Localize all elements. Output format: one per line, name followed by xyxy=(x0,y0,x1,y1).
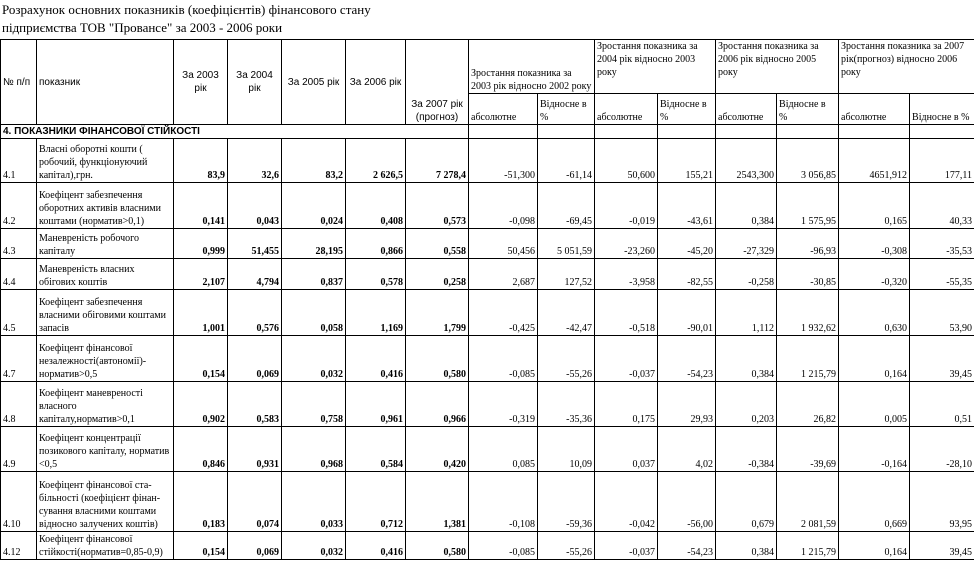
year-value: 0,154 xyxy=(174,336,228,382)
table-row xyxy=(1,259,974,290)
year-value: 0,580 xyxy=(406,532,469,560)
row-number: 4.9 xyxy=(1,427,37,472)
growth-absolute: -0,384 xyxy=(716,427,777,472)
growth-absolute: 0,165 xyxy=(839,183,910,229)
growth-absolute: 0,679 xyxy=(716,472,777,532)
indicator-name: Коефіцент забезпечення власними обіговими коштами запасів xyxy=(37,290,174,336)
indicator-name: Коефіцент концентрації позикового капіталу, норматив <0,5 xyxy=(37,427,174,472)
growth-relative: -39,69 xyxy=(777,427,839,472)
growth-absolute: -0,518 xyxy=(595,290,658,336)
growth-relative: 10,09 xyxy=(538,427,595,472)
header-2003: За 2003 рік xyxy=(174,40,228,125)
growth-absolute: -0,319 xyxy=(469,382,538,427)
year-value: 0,558 xyxy=(406,229,469,259)
growth-relative: 40,33 xyxy=(910,183,974,229)
growth-relative: 177,11 xyxy=(910,139,974,183)
growth-absolute: 0,164 xyxy=(839,532,910,560)
growth-relative: -43,61 xyxy=(658,183,716,229)
growth-relative: -82,55 xyxy=(658,259,716,290)
growth-absolute: 1,112 xyxy=(716,290,777,336)
header-2007 xyxy=(406,40,469,125)
year-value: 0,573 xyxy=(406,183,469,229)
growth-relative: -59,36 xyxy=(538,472,595,532)
row-number: 4.4 xyxy=(1,259,37,290)
year-value: 0,416 xyxy=(346,336,406,382)
header-growth-2004: Зростання показника за 2004 рік відносно 2003 року xyxy=(595,40,716,94)
growth-relative: 39,45 xyxy=(910,336,974,382)
header-abs-1: абсолютне xyxy=(469,94,538,125)
header-abs-2: абсолютне xyxy=(595,94,658,125)
growth-absolute: 0,384 xyxy=(716,336,777,382)
growth-relative: -69,45 xyxy=(538,183,595,229)
header-growth-2006: Зростання показника за 2006 рік відносно 2005 року xyxy=(716,40,839,94)
growth-relative: 1 932,62 xyxy=(777,290,839,336)
growth-relative: -30,85 xyxy=(777,259,839,290)
year-value: 32,6 xyxy=(228,139,282,183)
header-abs-4: абсолютне xyxy=(839,94,910,125)
indicator-name: Коефіцент фінансової ста-більності (коефіцієнт фінан-сування власними коштами відносно залучених коштів) xyxy=(37,472,174,532)
row-number: 4.5 xyxy=(1,290,37,336)
growth-absolute: -0,425 xyxy=(469,290,538,336)
growth-relative: -55,26 xyxy=(538,532,595,560)
growth-absolute: -0,258 xyxy=(716,259,777,290)
growth-relative: -55,35 xyxy=(910,259,974,290)
year-value: 0,846 xyxy=(174,427,228,472)
year-value: 0,043 xyxy=(228,183,282,229)
growth-absolute: -23,260 xyxy=(595,229,658,259)
growth-absolute: -3,958 xyxy=(595,259,658,290)
growth-absolute: 0,085 xyxy=(469,427,538,472)
indicator-name: Маневреність власних обігових коштів xyxy=(37,259,174,290)
growth-relative: -54,23 xyxy=(658,336,716,382)
row-number: 4.12 xyxy=(1,532,37,560)
header-2007-line1: За 2007 рік xyxy=(411,99,463,110)
growth-relative: -56,00 xyxy=(658,472,716,532)
growth-absolute: -0,164 xyxy=(839,427,910,472)
header-2005: За 2005 рік xyxy=(282,40,346,125)
year-value: 0,583 xyxy=(228,382,282,427)
growth-relative: 93,95 xyxy=(910,472,974,532)
growth-absolute: 0,037 xyxy=(595,427,658,472)
growth-absolute: -0,085 xyxy=(469,336,538,382)
growth-relative: -42,47 xyxy=(538,290,595,336)
growth-absolute: 0,384 xyxy=(716,532,777,560)
year-value: 0,961 xyxy=(346,382,406,427)
header-indicator: показник xyxy=(37,40,174,125)
year-value: 28,195 xyxy=(282,229,346,259)
growth-relative: -45,20 xyxy=(658,229,716,259)
growth-absolute: 0,005 xyxy=(839,382,910,427)
row-number: 4.10 xyxy=(1,472,37,532)
year-value: 83,2 xyxy=(282,139,346,183)
growth-absolute: 50,456 xyxy=(469,229,538,259)
growth-absolute: 4651,912 xyxy=(839,139,910,183)
header-2006: За 2006 рік xyxy=(346,40,406,125)
growth-relative: 26,82 xyxy=(777,382,839,427)
header-rel-4: Відносне в % xyxy=(910,94,974,125)
growth-relative: -54,23 xyxy=(658,532,716,560)
growth-relative: 1 215,79 xyxy=(777,336,839,382)
row-number: 4.8 xyxy=(1,382,37,427)
table-row xyxy=(1,472,974,532)
year-value: 0,966 xyxy=(406,382,469,427)
growth-relative: -96,93 xyxy=(777,229,839,259)
growth-relative: -35,36 xyxy=(538,382,595,427)
growth-absolute: 0,669 xyxy=(839,472,910,532)
growth-absolute: 0,384 xyxy=(716,183,777,229)
growth-relative: 5 051,59 xyxy=(538,229,595,259)
growth-absolute: -27,329 xyxy=(716,229,777,259)
growth-relative: -35,53 xyxy=(910,229,974,259)
year-value: 0,141 xyxy=(174,183,228,229)
year-value: 1,799 xyxy=(406,290,469,336)
year-value: 0,033 xyxy=(282,472,346,532)
growth-relative: 3 056,85 xyxy=(777,139,839,183)
year-value: 0,416 xyxy=(346,532,406,560)
growth-absolute: 0,630 xyxy=(839,290,910,336)
row-number: 4.1 xyxy=(1,139,37,183)
growth-absolute: 0,164 xyxy=(839,336,910,382)
row-number: 4.7 xyxy=(1,336,37,382)
year-value: 0,069 xyxy=(228,532,282,560)
year-value: 0,074 xyxy=(228,472,282,532)
year-value: 0,183 xyxy=(174,472,228,532)
year-value: 0,058 xyxy=(282,290,346,336)
table-row xyxy=(1,229,974,259)
year-value: 1,381 xyxy=(406,472,469,532)
year-value: 0,408 xyxy=(346,183,406,229)
year-value: 0,024 xyxy=(282,183,346,229)
growth-absolute: -0,037 xyxy=(595,532,658,560)
table-row xyxy=(1,382,974,427)
year-value: 7 278,4 xyxy=(406,139,469,183)
year-value: 0,420 xyxy=(406,427,469,472)
growth-relative: 4,02 xyxy=(658,427,716,472)
header-growth-2003: Зростання показника за 2003 рік відносно 2002 року xyxy=(469,40,595,94)
header-rel-2: Відносне в % xyxy=(658,94,716,125)
table-row xyxy=(1,290,974,336)
indicator-name: Коефіцент маневреності власного капіталу,норматив>0,1 xyxy=(37,382,174,427)
year-value: 0,069 xyxy=(228,336,282,382)
year-value: 0,902 xyxy=(174,382,228,427)
row-number: 4.3 xyxy=(1,229,37,259)
indicator-name: Коефіцент фінансової незалежності(автономії)-норматив>0,5 xyxy=(37,336,174,382)
section-title: 4. ПОКАЗНИКИ ФІНАНСОВОЇ СТІЙКОСТІ xyxy=(1,125,469,139)
table-row xyxy=(1,183,974,229)
growth-absolute: -0,108 xyxy=(469,472,538,532)
year-value: 0,154 xyxy=(174,532,228,560)
growth-relative: 2 081,59 xyxy=(777,472,839,532)
growth-relative: -28,10 xyxy=(910,427,974,472)
growth-absolute: 50,600 xyxy=(595,139,658,183)
document-title xyxy=(2,1,371,37)
growth-absolute: 0,175 xyxy=(595,382,658,427)
year-value: 0,712 xyxy=(346,472,406,532)
year-value: 0,999 xyxy=(174,229,228,259)
year-value: 0,580 xyxy=(406,336,469,382)
growth-relative: -61,14 xyxy=(538,139,595,183)
year-value: 0,578 xyxy=(346,259,406,290)
growth-absolute: -0,308 xyxy=(839,229,910,259)
header-growth-2007: Зростання показника за 2007 рік(прогноз) відносно 2006 року xyxy=(839,40,974,94)
year-value: 0,258 xyxy=(406,259,469,290)
growth-relative: 53,90 xyxy=(910,290,974,336)
table-row xyxy=(1,532,974,560)
growth-relative: 29,93 xyxy=(658,382,716,427)
growth-absolute: -0,042 xyxy=(595,472,658,532)
year-value: 1,001 xyxy=(174,290,228,336)
year-value: 0,931 xyxy=(228,427,282,472)
year-value: 2 626,5 xyxy=(346,139,406,183)
growth-relative: -55,26 xyxy=(538,336,595,382)
year-value: 0,032 xyxy=(282,532,346,560)
header-2004: За 2004 рік xyxy=(228,40,282,125)
growth-relative: 1 575,95 xyxy=(777,183,839,229)
table-row xyxy=(1,139,974,183)
year-value: 4,794 xyxy=(228,259,282,290)
title-line-2: підприємства ТОВ "Провансе" за 2003 - 2006 роки xyxy=(2,20,283,35)
row-number: 4.2 xyxy=(1,183,37,229)
header-abs-3: абсолютне xyxy=(716,94,777,125)
header-no: № п/п xyxy=(1,40,37,125)
growth-absolute: -0,320 xyxy=(839,259,910,290)
growth-relative: 155,21 xyxy=(658,139,716,183)
year-value: 0,968 xyxy=(282,427,346,472)
growth-absolute: 2,687 xyxy=(469,259,538,290)
growth-absolute: -0,098 xyxy=(469,183,538,229)
growth-relative: -90,01 xyxy=(658,290,716,336)
year-value: 0,866 xyxy=(346,229,406,259)
year-value: 0,576 xyxy=(228,290,282,336)
growth-absolute: -51,300 xyxy=(469,139,538,183)
header-rel-3: Відносне в % xyxy=(777,94,839,125)
growth-absolute: 0,203 xyxy=(716,382,777,427)
growth-relative: 0,51 xyxy=(910,382,974,427)
growth-absolute: -0,019 xyxy=(595,183,658,229)
year-value: 0,032 xyxy=(282,336,346,382)
table-row xyxy=(1,427,974,472)
year-value: 1,169 xyxy=(346,290,406,336)
indicator-name: Коефіцент фінансової стійкості(норматив=0,85-0,9) xyxy=(37,532,174,560)
growth-absolute: -0,037 xyxy=(595,336,658,382)
growth-relative: 1 215,79 xyxy=(777,532,839,560)
header-rel-1: Відносне в % xyxy=(538,94,595,125)
growth-relative: 127,52 xyxy=(538,259,595,290)
title-line-1: Розрахунок основних показників (коефіцієнтів) фінансового стану xyxy=(2,2,371,17)
table-row xyxy=(1,336,974,382)
financial-indicators-table xyxy=(0,39,974,560)
indicator-name: Коефіцент забезпечення оборотних активів власними коштами (норматив>0,1) xyxy=(37,183,174,229)
year-value: 0,758 xyxy=(282,382,346,427)
growth-absolute: -0,085 xyxy=(469,532,538,560)
growth-absolute: 2543,300 xyxy=(716,139,777,183)
year-value: 0,584 xyxy=(346,427,406,472)
growth-relative: 39,45 xyxy=(910,532,974,560)
indicator-name: Власні оборотні кошти ( робочий, функціонуючий капітал),грн. xyxy=(37,139,174,183)
indicator-name: Маневреність робочого капіталу xyxy=(37,229,174,259)
year-value: 83,9 xyxy=(174,139,228,183)
year-value: 0,837 xyxy=(282,259,346,290)
year-value: 51,455 xyxy=(228,229,282,259)
header-2007-line2: (прогноз) xyxy=(415,112,459,123)
year-value: 2,107 xyxy=(174,259,228,290)
